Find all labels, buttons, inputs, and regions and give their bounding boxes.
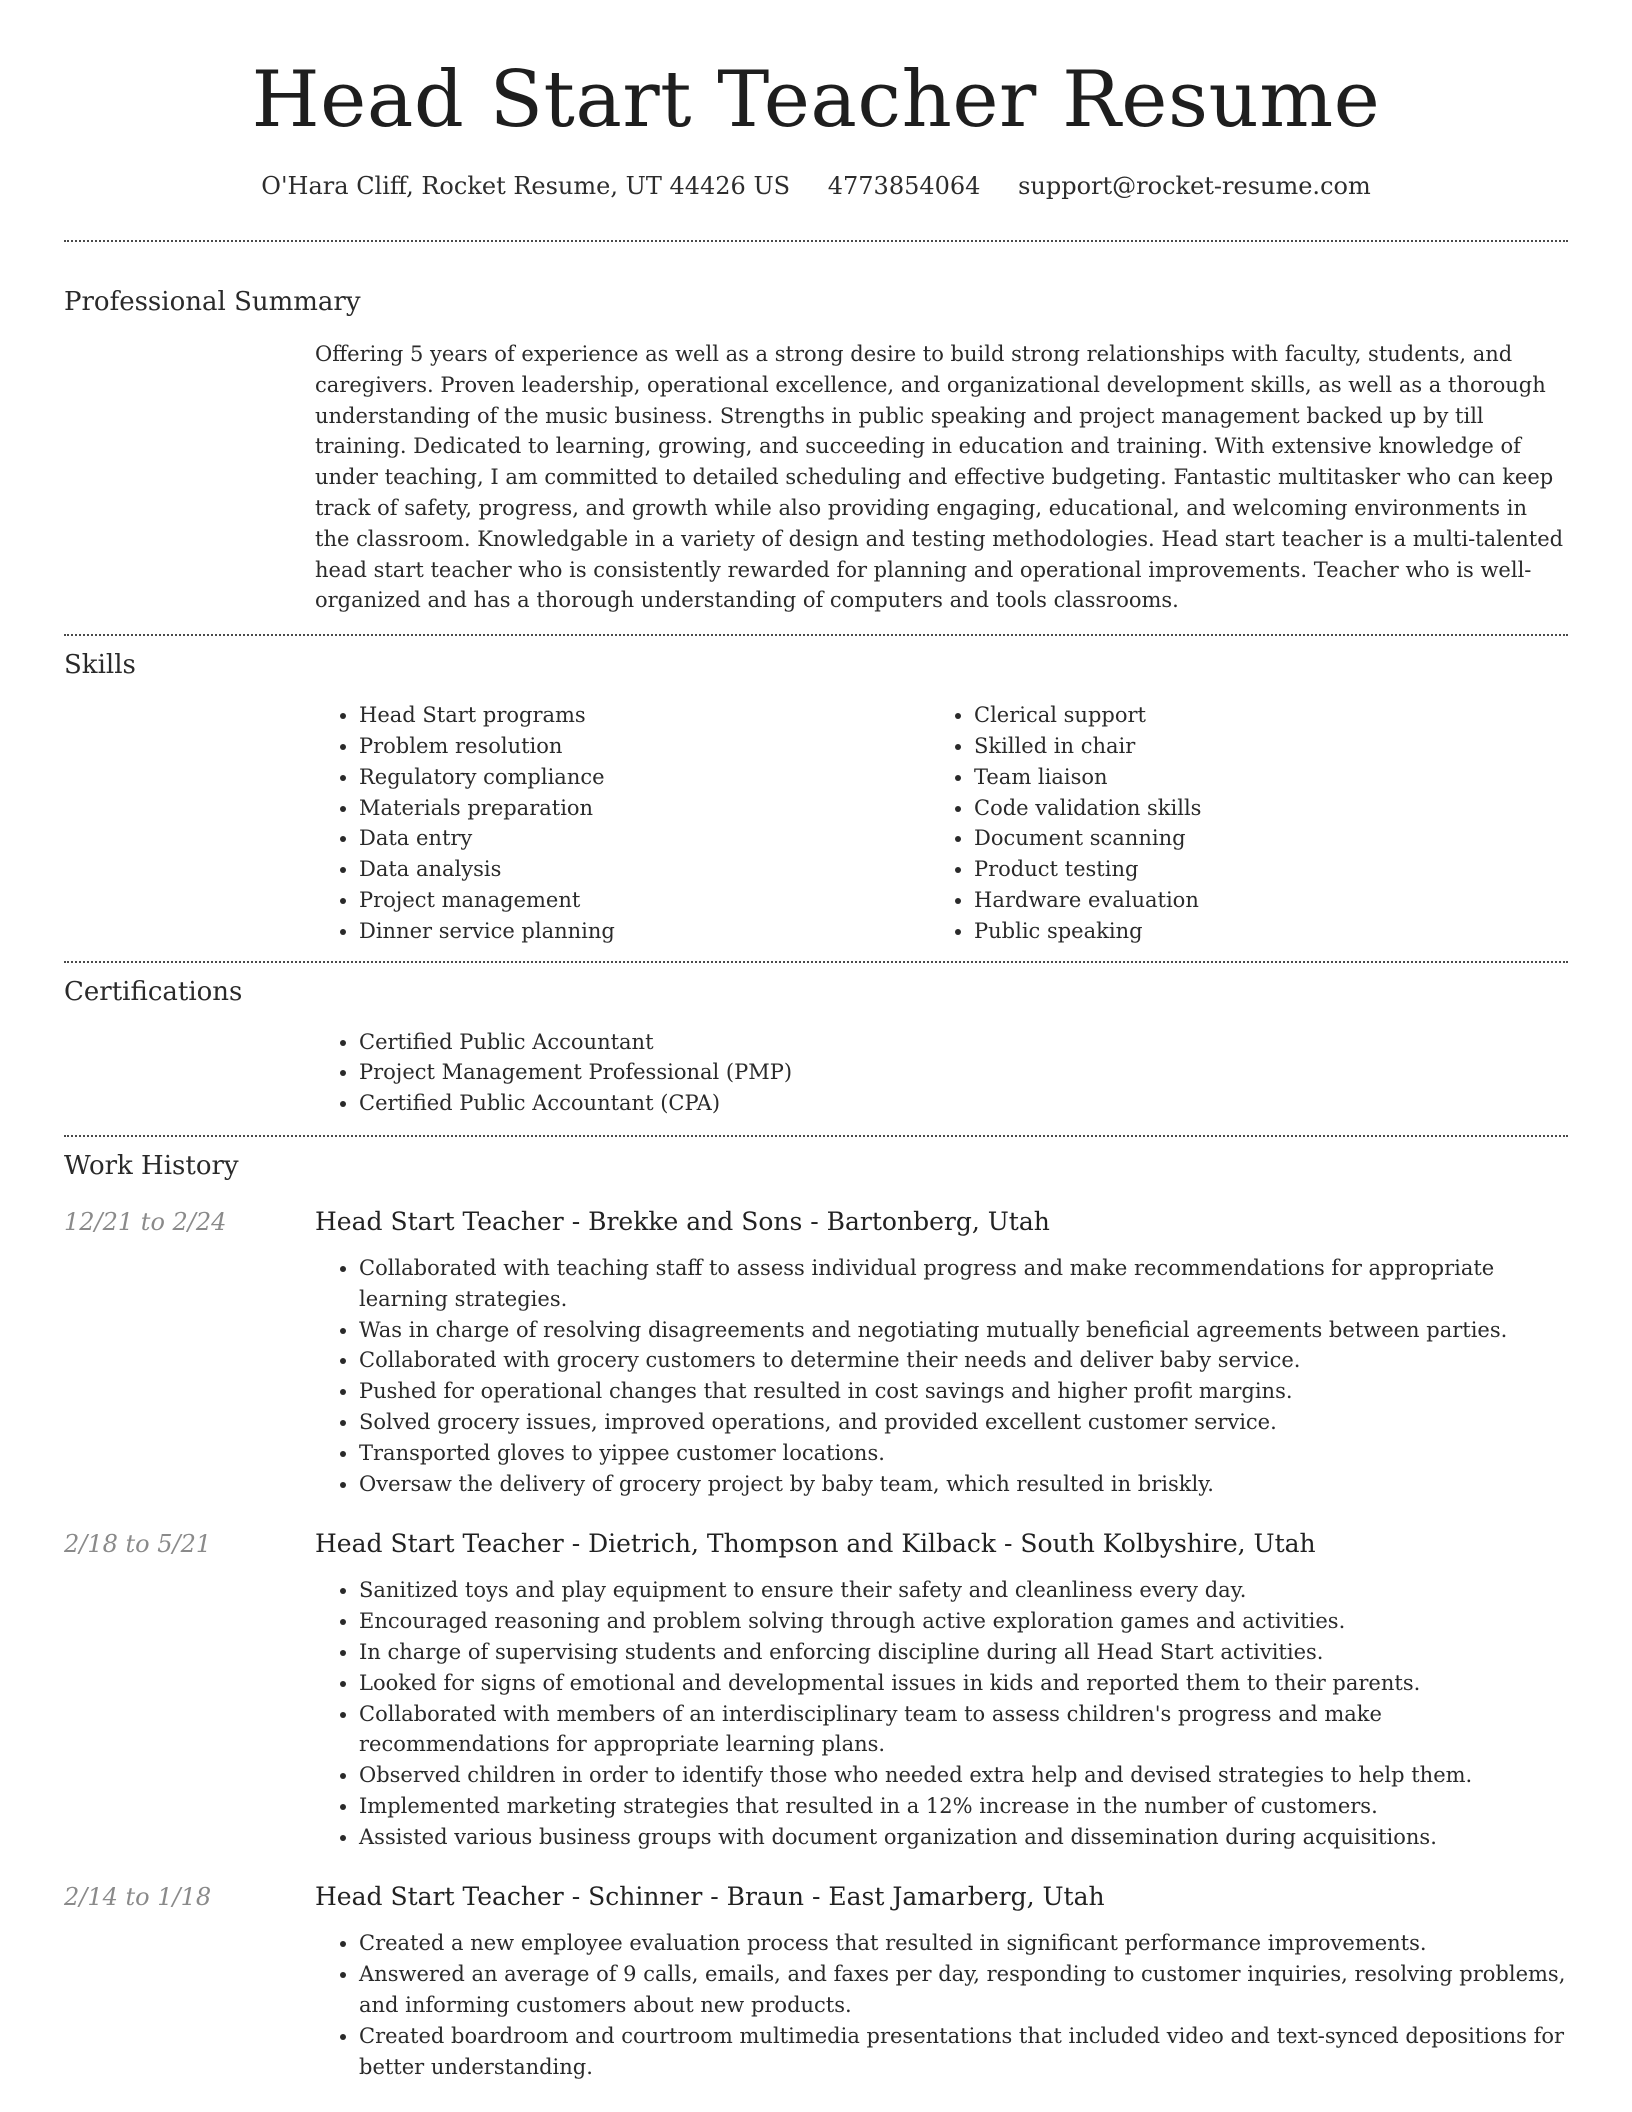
- section-heading: Professional Summary: [64, 287, 361, 317]
- job-details: [315, 1527, 1568, 1852]
- job-bullet: • Pushed for operational changes that resulted in cost savings and higher profit margins.: [359, 1376, 1568, 1407]
- contact-line: [64, 170, 1568, 202]
- job-dates: 2/18 to 5/21: [64, 1530, 212, 1559]
- job-bullet: • Solved grocery issues, improved operations, and provided excellent customer service.: [359, 1407, 1568, 1438]
- certification-item: • Certified Public Accountant: [359, 1027, 1568, 1058]
- job-bullet: • Oversaw the delivery of grocery project by baby team, which resulted in briskly.: [359, 1469, 1568, 1500]
- skill-item: • Product testing: [974, 854, 1545, 885]
- job-bullet: • Transported gloves to yippee customer locations.: [359, 1438, 1568, 1469]
- job-bullet: • Collaborated with grocery customers to determine their needs and deliver baby service.: [359, 1345, 1568, 1376]
- job-bullet: • Created a new employee evaluation process that resulted in significant performance improvements.: [359, 1928, 1568, 1959]
- contact-email: support@rocket-resume.com: [1018, 172, 1371, 200]
- job-bullet: • Encouraged reasoning and problem solving through active exploration games and activities.: [359, 1606, 1568, 1637]
- job-details: [315, 1880, 1568, 2082]
- job-dates: 12/21 to 2/24: [64, 1207, 227, 1236]
- job-bullet: • Collaborated with teaching staff to assess individual progress and make recommendations for appropriate learning strategies.: [359, 1253, 1568, 1315]
- skill-item: • Regulatory compliance: [359, 762, 930, 793]
- certification-item: • Project Management Professional (PMP): [359, 1057, 1568, 1088]
- skill-item: • Data entry: [359, 823, 930, 854]
- skill-item: • Materials preparation: [359, 793, 930, 824]
- job-bullet: • Observed children in order to identify those who needed extra help and devised strategies to help them.: [359, 1760, 1568, 1791]
- job-entry: [64, 1205, 1568, 1499]
- section-heading: Certifications: [64, 976, 243, 1007]
- job-bullet: • Created boardroom and courtroom multimedia presentations that included video and text-synced depositions for better understanding.: [359, 2021, 1568, 2083]
- certifications-section: [64, 963, 1568, 1135]
- section-heading: Skills: [64, 650, 136, 681]
- skills-column-left: [315, 700, 930, 946]
- summary-text: Offering 5 years of experience as well as a strong desire to build strong relationships with faculty, students, and caregivers. Proven leadership, operational excellence, and organizational development skills, as well as a thorough understanding of the music business. Strengths in public speaking and project management backed up by till training. Dedicated to learning, growing, and succeeding in education and training. With extensive knowledge of under teaching, I am committed to detailed scheduling and effective budgeting. Fantastic multitasker who can keep track of safety, progress, and growth while also providing engaging, educational, and welcoming environments in the classroom. Knowledgable in a variety of design and testing methodologies. Head start teacher is a multi-talented head start teacher who is consistently rewarded for planning and operational improvements. Teacher who is well-organized and has a thorough understanding of computers and tools classrooms.: [315, 342, 1564, 613]
- skill-item: • Problem resolution: [359, 731, 930, 762]
- skill-item: • Skilled in chair: [974, 731, 1545, 762]
- job-details: [315, 1205, 1568, 1499]
- job-entry: [64, 1880, 1568, 2082]
- job-bullet: • Implemented marketing strategies that resulted in a 12% increase in the number of customers.: [359, 1791, 1568, 1822]
- skill-item: • Public speaking: [974, 916, 1545, 947]
- certifications-list: [315, 1009, 1568, 1135]
- certification-item: • Certified Public Accountant (CPA): [359, 1088, 1568, 1119]
- skills-section: [64, 636, 1568, 960]
- job-title: Head Start Teacher - Schinner - Braun - East Jamarberg, Utah: [315, 1882, 1105, 1912]
- skills-columns: [315, 682, 1568, 960]
- job-bullet: • In charge of supervising students and enforcing discipline during all Head Start activities.: [359, 1637, 1568, 1668]
- job-bullet: • Sanitized toys and play equipment to ensure their safety and cleanliness every day.: [359, 1575, 1568, 1606]
- skill-item: • Dinner service planning: [359, 916, 930, 947]
- professional-summary-section: [64, 242, 1568, 634]
- skill-item: • Clerical support: [974, 700, 1545, 731]
- skill-item: • Head Start programs: [359, 700, 930, 731]
- job-title: Head Start Teacher - Brekke and Sons - Bartonberg, Utah: [315, 1206, 1050, 1236]
- skill-item: • Team liaison: [974, 762, 1545, 793]
- job-bullet: • Assisted various business groups with document organization and dissemination during acquisitions.: [359, 1822, 1568, 1853]
- contact-address: O'Hara Cliff, Rocket Resume, UT 44426 US: [261, 172, 791, 200]
- job-entry: [64, 1527, 1568, 1852]
- skill-item: • Data analysis: [359, 854, 930, 885]
- skill-item: • Hardware evaluation: [974, 885, 1545, 916]
- work-history-section: [64, 1137, 1568, 2083]
- job-bullet: • Looked for signs of emotional and developmental issues in kids and reported them to their parents.: [359, 1668, 1568, 1699]
- page-title: Head Start Teacher Resume: [251, 55, 1381, 145]
- skill-item: • Document scanning: [974, 823, 1545, 854]
- job-bullet: • Was in charge of resolving disagreements and negotiating mutually beneficial agreements between parties.: [359, 1315, 1568, 1346]
- skill-item: • Code validation skills: [974, 793, 1545, 824]
- job-dates: 2/14 to 1/18: [64, 1883, 212, 1912]
- skill-item: • Project management: [359, 885, 930, 916]
- skills-column-right: [930, 700, 1545, 946]
- contact-phone: 4773854064: [827, 172, 981, 200]
- job-bullet: • Answered an average of 9 calls, emails, and faxes per day, responding to customer inquiries, resolving problems, and informing customers about new products.: [359, 1959, 1568, 2021]
- section-heading: Work History: [64, 1150, 239, 1181]
- job-bullet: • Collaborated with members of an interdisciplinary team to assess children's progress and make recommendations for appropriate learning plans.: [359, 1699, 1568, 1761]
- job-title: Head Start Teacher - Dietrich, Thompson and Kilback - South Kolbyshire, Utah: [315, 1529, 1316, 1559]
